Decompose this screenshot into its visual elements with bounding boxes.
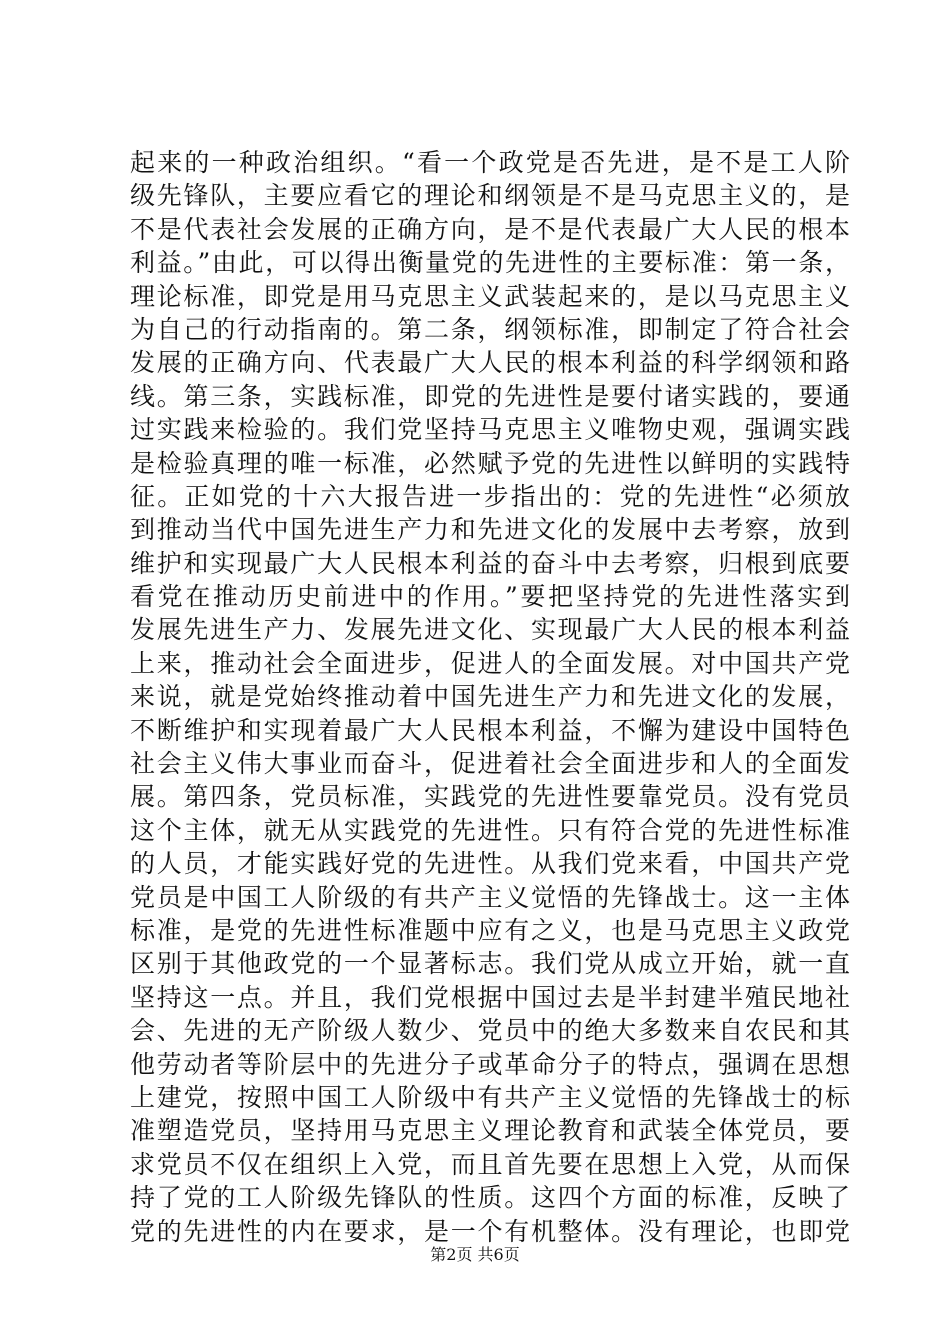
text-line: 过实践来检验的。我们党坚持马克思主义唯物史观，强调实践 <box>130 415 850 445</box>
text-line: 发展的正确方向、代表最广大人民的根本利益的科学纲领和路 <box>130 348 850 378</box>
text-line: 到推动当代中国先进生产力和先进文化的发展中去考察，放到 <box>130 515 850 545</box>
text-line: 来说，就是党始终推动着中国先进生产力和先进文化的发展， <box>130 682 850 712</box>
text-line: 不断维护和实现着最广大人民根本利益，不懈为建设中国特色 <box>130 715 850 745</box>
text-line: 这个主体，就无从实践党的先进性。只有符合党的先进性标准 <box>130 815 850 845</box>
text-line: 他劳动者等阶层中的先进分子或革命分子的特点，强调在思想 <box>130 1049 850 1079</box>
text-line: 看党在推动历史前进中的作用。”要把坚持党的先进性落实到 <box>130 582 850 612</box>
text-line: 展。第四条，党员标准，实践党的先进性要靠党员。没有党员 <box>130 782 850 812</box>
text-line: 党的先进性的内在要求，是一个有机整体。没有理论，也即党 <box>130 1216 850 1246</box>
text-line: 为自己的行动指南的。第二条，纲领标准，即制定了符合社会 <box>130 314 850 344</box>
body-text <box>130 146 850 1248</box>
text-line: 起来的一种政治组织。“看一个政党是否先进，是不是工人阶 <box>130 148 850 177</box>
text-line: 会、先进的无产阶级人数少、党员中的绝大多数来自农民和其 <box>130 1016 850 1046</box>
text-line: 发展先进生产力、发展先进文化、实现最广大人民的根本利益 <box>130 615 850 645</box>
text-line: 区别于其他政党的一个显著标志。我们党从成立开始，就一直 <box>130 949 850 979</box>
text-line: 不是代表社会发展的正确方向，是不是代表最广大人民的根本 <box>130 214 850 244</box>
text-line: 上来，推动社会全面进步，促进人的全面发展。对中国共产党 <box>130 648 850 678</box>
text-line: 理论标准，即党是用马克思主义武装起来的，是以马克思主义 <box>130 281 850 311</box>
text-line: 标准，是党的先进性标准题中应有之义，也是马克思主义政党 <box>130 915 850 945</box>
text-line: 征。正如党的十六大报告进一步指出的：党的先进性“必须放 <box>130 481 850 511</box>
text-line: 是检验真理的唯一标准，必然赋予党的先进性以鲜明的实践特 <box>130 448 850 478</box>
text-line: 上建党，按照中国工人阶级中有共产主义觉悟的先锋战士的标 <box>130 1082 850 1112</box>
text-line: 党员是中国工人阶级的有共产主义觉悟的先锋战士。这一主体 <box>130 882 850 912</box>
text-line: 维护和实现最广大人民根本利益的奋斗中去考察，归根到底要 <box>130 548 850 578</box>
text-line: 坚持这一点。并且，我们党根据中国过去是半封建半殖民地社 <box>130 982 850 1012</box>
text-line: 求党员不仅在组织上入党，而且首先要在思想上入党，从而保 <box>130 1149 850 1179</box>
text-line: 级先锋队，主要应看它的理论和纲领是不是马克思主义的，是 <box>130 181 850 211</box>
text-line: 的人员，才能实践好党的先进性。从我们党来看，中国共产党 <box>130 849 850 879</box>
page-number-footer: 第2页 共6页 <box>430 1245 520 1264</box>
text-line: 持了党的工人阶级先锋队的性质。这四个方面的标准，反映了 <box>130 1183 850 1213</box>
text-line: 准塑造党员，坚持用马克思主义理论教育和武装全体党员，要 <box>130 1116 850 1146</box>
text-line: 线。第三条，实践标准，即党的先进性是要付诸实践的，要通 <box>130 381 850 411</box>
text-line: 社会主义伟大事业而奋斗，促进着社会全面进步和人的全面发 <box>130 749 850 779</box>
text-line: 利益。”由此，可以得出衡量党的先进性的主要标准：第一条， <box>130 248 850 278</box>
